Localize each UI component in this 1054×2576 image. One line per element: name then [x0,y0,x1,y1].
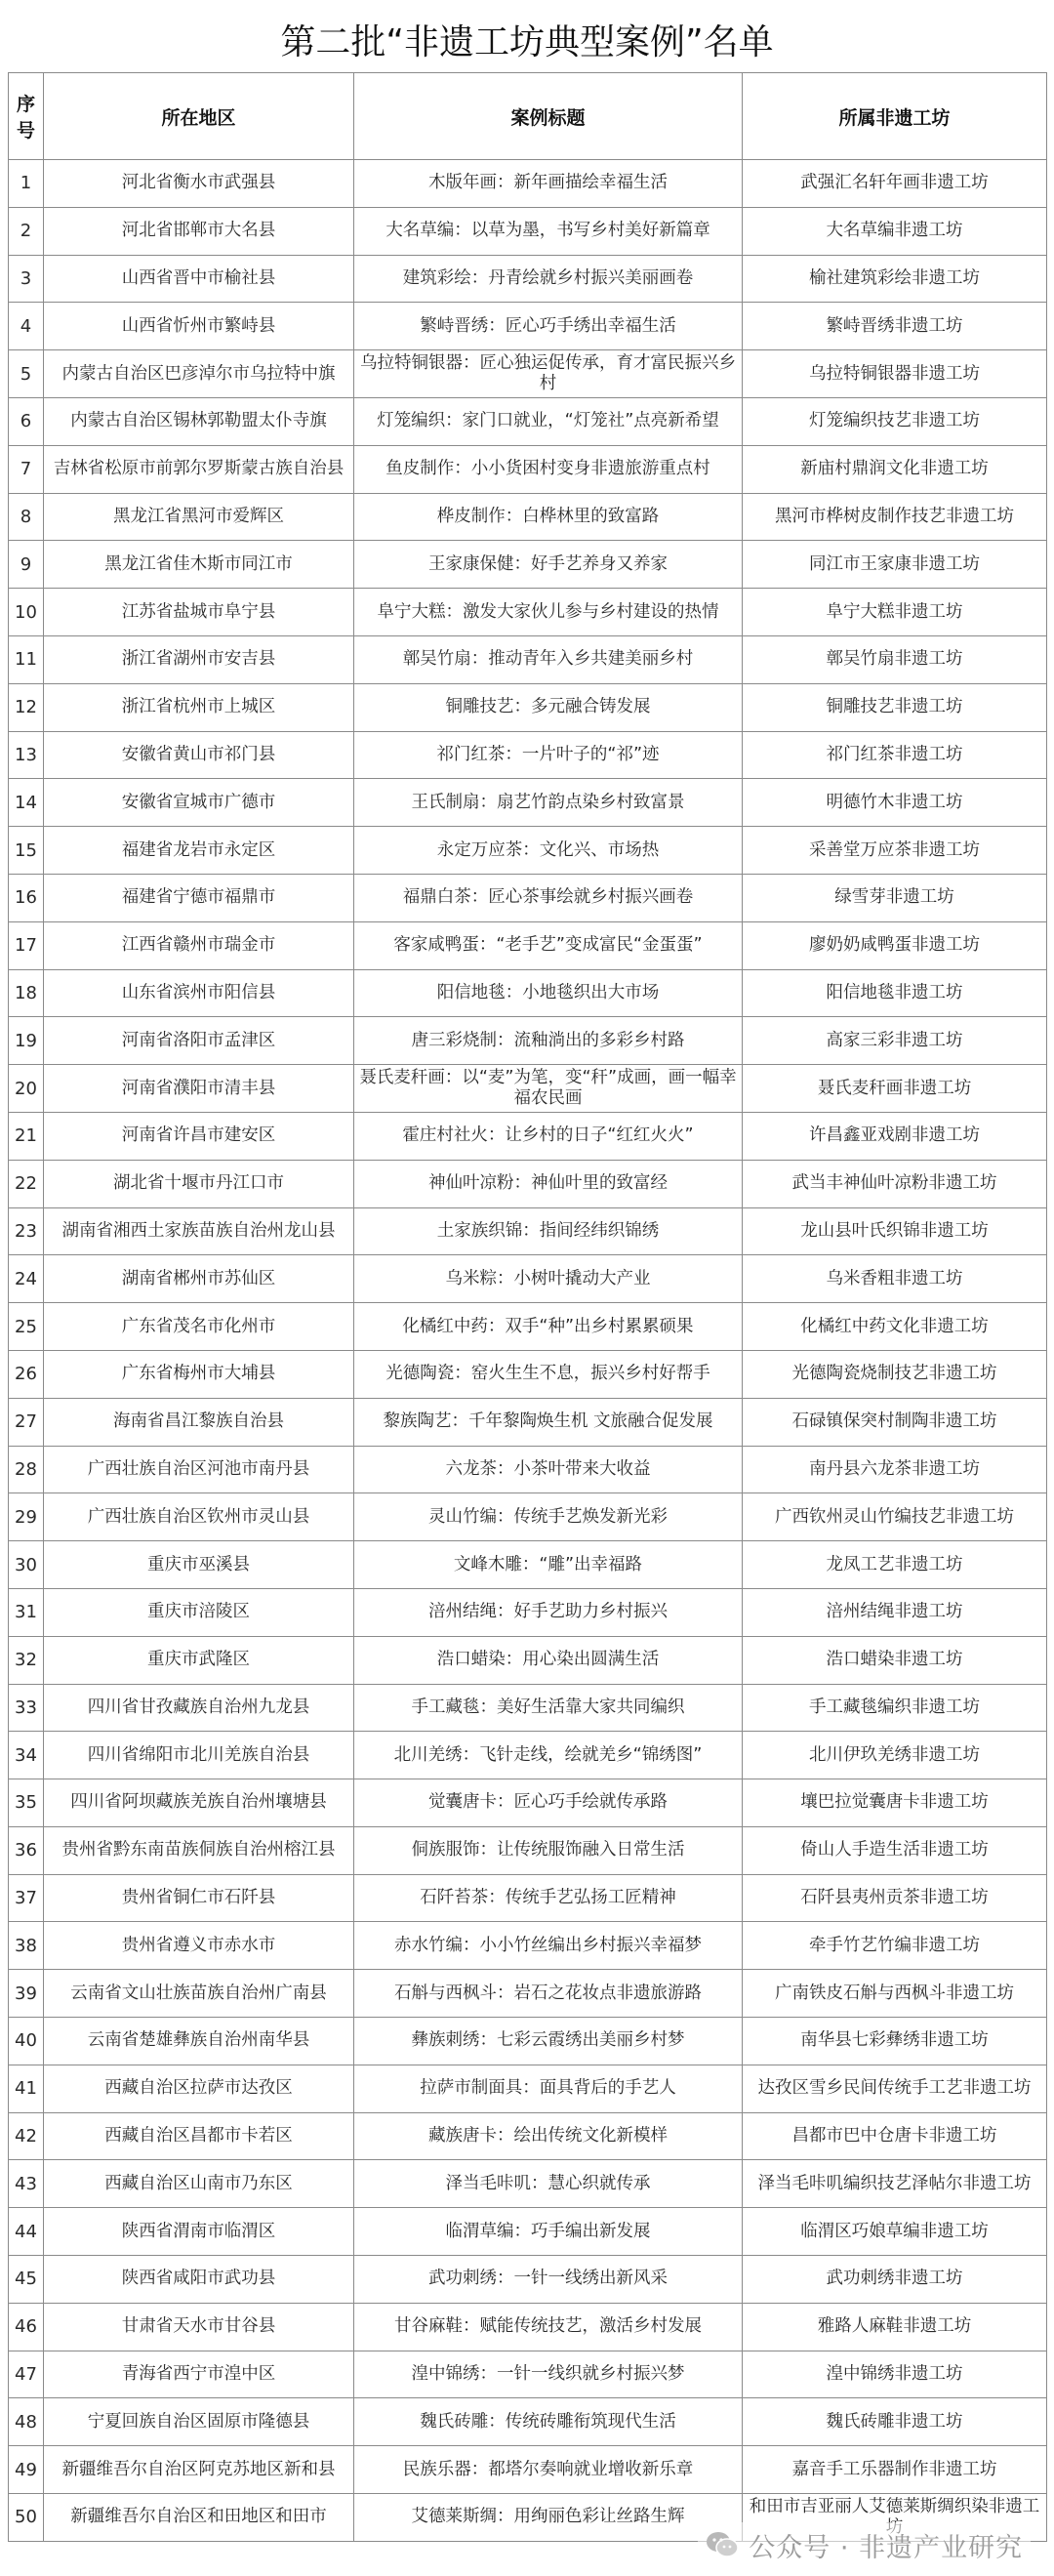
row-num: 37 [9,1874,44,1922]
row-workshop: 牵手竹艺竹编非遗工坊 [743,1922,1047,1970]
row-region: 安徽省宣城市广德市 [44,779,354,827]
row-region: 内蒙古自治区巴彦淖尔市乌拉特中旗 [44,350,354,398]
row-workshop: 雅路人麻鞋非遗工坊 [743,2303,1047,2351]
table-row [9,1779,1047,1827]
row-title: 侗族服饰：让传统服饰融入日常生活 [354,1826,743,1874]
row-title: 福鼎白茶：匠心茶事绘就乡村振兴画卷 [354,874,743,921]
table-row [9,2160,1047,2208]
table-row [9,874,1047,921]
watermark-text: 公众号 · 非遗产业研究 [749,2532,1023,2563]
table-row [9,2018,1047,2065]
row-title: 客家咸鸭蛋：“老手艺”变成富民“金蛋蛋” [354,921,743,969]
row-workshop: 聂氏麦秆画非遗工坊 [743,1065,1047,1113]
row-region: 黑龙江省黑河市爱辉区 [44,493,354,541]
table-body [9,160,1047,2542]
row-workshop: 乌米香粗非遗工坊 [743,1255,1047,1303]
row-num: 29 [9,1493,44,1541]
row-title: 阜宁大糕：激发大家伙儿参与乡村建设的热情 [354,589,743,636]
row-title: 彝族刺绣：七彩云霞绣出美丽乡村梦 [354,2018,743,2065]
table-row [9,1446,1047,1493]
table-row [9,445,1047,493]
header-title: 案例标题 [354,73,743,160]
row-region: 甘肃省天水市甘谷县 [44,2303,354,2351]
table-row [9,2208,1047,2256]
row-region: 重庆市巫溪县 [44,1541,354,1589]
row-title: 临渭草编：巧手编出新发展 [354,2208,743,2256]
row-num: 26 [9,1350,44,1398]
row-workshop: 乌拉特铜银器非遗工坊 [743,350,1047,398]
row-region: 贵州省黔东南苗族侗族自治州榕江县 [44,1826,354,1874]
table-row [9,2303,1047,2351]
row-workshop: 魏氏砖雕非遗工坊 [743,2398,1047,2446]
row-num: 32 [9,1636,44,1684]
table-row [9,1541,1047,1589]
row-region: 重庆市武隆区 [44,1636,354,1684]
row-region: 黑龙江省佳木斯市同江市 [44,541,354,589]
table-row [9,2256,1047,2304]
row-region: 湖北省十堰市丹江口市 [44,1160,354,1207]
table-row [9,1160,1047,1207]
row-region: 贵州省铜仁市石阡县 [44,1874,354,1922]
row-region: 陕西省渭南市临渭区 [44,2208,354,2256]
row-title: 王家康保健：好手艺养身又养家 [354,541,743,589]
row-num: 30 [9,1541,44,1589]
row-num: 13 [9,731,44,779]
row-title: 六龙茶：小茶叶带来大收益 [354,1446,743,1493]
row-workshop: 南华县七彩彝绣非遗工坊 [743,2018,1047,2065]
row-title: 聂氏麦秆画：以“麦”为笔，变“秆”成画，画一幅幸福农民画 [354,1065,743,1113]
row-workshop: 祁门红茶非遗工坊 [743,731,1047,779]
table-row [9,397,1047,445]
row-title: 手工藏毯：美好生活靠大家共同编织 [354,1684,743,1732]
row-region: 重庆市涪陵区 [44,1588,354,1636]
row-title: 觉囊唐卡：匠心巧手绘就传承路 [354,1779,743,1827]
row-num: 17 [9,921,44,969]
row-workshop: 龙山县叶氏织锦非遗工坊 [743,1207,1047,1255]
row-title: 灵山竹编：传统手艺焕发新光彩 [354,1493,743,1541]
row-region: 河北省邯郸市大名县 [44,207,354,255]
row-workshop: 新庙村鼎润文化非遗工坊 [743,445,1047,493]
row-region: 云南省楚雄彝族自治州南华县 [44,2018,354,2065]
row-region: 山西省忻州市繁峙县 [44,303,354,350]
row-title: 永定万应茶：文化兴、市场热 [354,827,743,875]
row-workshop: 灯笼编织技艺非遗工坊 [743,397,1047,445]
row-workshop: 和田市吉亚丽人艾德莱斯绸织染非遗工 [743,2494,1047,2542]
row-title: 北川羌绣：飞针走线，绘就羌乡“锦绣图” [354,1732,743,1779]
row-workshop: 铜雕技艺非遗工坊 [743,683,1047,731]
table-row [9,1112,1047,1160]
row-workshop: 阳信地毯非遗工坊 [743,969,1047,1017]
row-workshop: 高家三彩非遗工坊 [743,1017,1047,1065]
row-region: 河南省洛阳市孟津区 [44,1017,354,1065]
table-row [9,827,1047,875]
table-row [9,1732,1047,1779]
row-region: 福建省宁德市福鼎市 [44,874,354,921]
header-region: 所在地区 [44,73,354,160]
row-workshop: 鄣吴竹扇非遗工坊 [743,635,1047,683]
row-num: 42 [9,2112,44,2160]
row-num: 2 [9,207,44,255]
row-title: 拉萨市制面具：面具背后的手艺人 [354,2065,743,2112]
row-num: 15 [9,827,44,875]
row-workshop: 临渭区巧娘草编非遗工坊 [743,2208,1047,2256]
row-workshop: 广南铁皮石斛与西枫斗非遗工坊 [743,1970,1047,2018]
row-title: 乌拉特铜银器：匠心独运促传承，育才富民振兴乡村 [354,350,743,398]
row-workshop: 壤巴拉觉囊唐卡非遗工坊 [743,1779,1047,1827]
row-workshop: 武强汇名轩年画非遗工坊 [743,160,1047,208]
table-row [9,2398,1047,2446]
row-title: 木版年画：新年画描绘幸福生活 [354,160,743,208]
row-num: 1 [9,160,44,208]
row-title: 浩口蜡染：用心染出圆满生活 [354,1636,743,1684]
row-num: 27 [9,1398,44,1446]
row-region: 四川省甘孜藏族自治州九龙县 [44,1684,354,1732]
table-row [9,2351,1047,2398]
table-row [9,1493,1047,1541]
row-region: 陕西省咸阳市武功县 [44,2256,354,2304]
row-num: 34 [9,1732,44,1779]
row-title: 灯笼编织：家门口就业，“灯笼社”点亮新希望 [354,397,743,445]
row-title: 霍庄村社火：让乡村的日子“红红火火” [354,1112,743,1160]
row-workshop: 阜宁大糕非遗工坊 [743,589,1047,636]
row-workshop: 武当丰神仙叶凉粉非遗工坊 [743,1160,1047,1207]
row-title: 鄣吴竹扇：推动青年入乡共建美丽乡村 [354,635,743,683]
row-title: 王氏制扇：扇艺竹韵点染乡村致富景 [354,779,743,827]
row-workshop: 廖奶奶咸鸭蛋非遗工坊 [743,921,1047,969]
row-num: 3 [9,255,44,303]
row-workshop: 明德竹木非遗工坊 [743,779,1047,827]
row-title: 艾德莱斯绸：用绚丽色彩让丝路生辉 [354,2494,743,2542]
row-workshop: 涪州结绳非遗工坊 [743,1588,1047,1636]
table-row [9,2446,1047,2494]
row-title: 神仙叶凉粉：神仙叶里的致富经 [354,1160,743,1207]
row-num: 9 [9,541,44,589]
row-num: 7 [9,445,44,493]
row-num: 43 [9,2160,44,2208]
row-region: 新疆维吾尔自治区和田地区和田市 [44,2494,354,2542]
row-title: 鱼皮制作：小小货困村变身非遗旅游重点村 [354,445,743,493]
table-row [9,1588,1047,1636]
row-workshop: 北川伊玖羌绣非遗工坊 [743,1732,1047,1779]
row-workshop: 武功刺绣非遗工坊 [743,2256,1047,2304]
row-num: 21 [9,1112,44,1160]
table-row [9,1017,1047,1065]
row-title: 乌米粽：小树叶撬动大产业 [354,1255,743,1303]
row-region: 海南省昌江黎族自治县 [44,1398,354,1446]
row-num: 5 [9,350,44,398]
row-title: 建筑彩绘：丹青绘就乡村振兴美丽画卷 [354,255,743,303]
row-workshop: 嘉音手工乐器制作非遗工坊 [743,2446,1047,2494]
row-num: 14 [9,779,44,827]
row-title: 湟中锦绣：一针一线织就乡村振兴梦 [354,2351,743,2398]
row-num: 10 [9,589,44,636]
table-row [9,207,1047,255]
row-region: 浙江省湖州市安吉县 [44,635,354,683]
row-region: 四川省阿坝藏族羌族自治州壤塘县 [44,1779,354,1827]
row-region: 广西壮族自治区河池市南丹县 [44,1446,354,1493]
table-row [9,779,1047,827]
row-workshop: 化橘红中药文化非遗工坊 [743,1303,1047,1351]
row-num: 20 [9,1065,44,1113]
row-region: 福建省龙岩市永定区 [44,827,354,875]
row-num: 8 [9,493,44,541]
row-workshop: 大名草编非遗工坊 [743,207,1047,255]
table-row [9,969,1047,1017]
row-title: 大名草编：以草为墨，书写乡村美好新篇章 [354,207,743,255]
row-num: 50 [9,2494,44,2542]
row-region: 云南省文山壮族苗族自治州广南县 [44,1970,354,2018]
row-region: 西藏自治区昌都市卡若区 [44,2112,354,2160]
row-workshop: 繁峙晋绣非遗工坊 [743,303,1047,350]
row-title: 石斛与西枫斗：岩石之花妆点非遗旅游路 [354,1970,743,2018]
row-num: 22 [9,1160,44,1207]
row-region: 广东省茂名市化州市 [44,1303,354,1351]
row-num: 25 [9,1303,44,1351]
row-num: 45 [9,2256,44,2304]
row-title: 光德陶瓷：窑火生生不息，振兴乡村好帮手 [354,1350,743,1398]
row-num: 40 [9,2018,44,2065]
row-workshop: 同江市王家康非遗工坊 [743,541,1047,589]
row-workshop: 湟中锦绣非遗工坊 [743,2351,1047,2398]
row-title: 甘谷麻鞋：赋能传统技艺，激活乡村发展 [354,2303,743,2351]
row-region: 新疆维吾尔自治区阿克苏地区新和县 [44,2446,354,2494]
table-row [9,1684,1047,1732]
row-num: 6 [9,397,44,445]
row-region: 四川省绵阳市北川羌族自治县 [44,1732,354,1779]
row-workshop: 昌都市巴中仓唐卡非遗工坊 [743,2112,1047,2160]
row-region: 西藏自治区山南市乃东区 [44,2160,354,2208]
row-title: 魏氏砖雕：传统砖雕衔筑现代生活 [354,2398,743,2446]
row-title: 黎族陶艺：千年黎陶焕生机 文旅融合促发展 [354,1398,743,1446]
row-workshop: 广西钦州灵山竹编技艺非遗工坊 [743,1493,1047,1541]
row-region: 湖南省郴州市苏仙区 [44,1255,354,1303]
row-num: 39 [9,1970,44,2018]
row-region: 河南省许昌市建安区 [44,1112,354,1160]
table-row [9,1636,1047,1684]
header-workshop: 所属非遗工坊 [743,73,1047,160]
row-region: 西藏自治区拉萨市达孜区 [44,2065,354,2112]
row-region: 山西省晋中市榆社县 [44,255,354,303]
row-workshop: 倚山人手造生活非遗工坊 [743,1826,1047,1874]
row-region: 吉林省松原市前郭尔罗斯蒙古族自治县 [44,445,354,493]
header-num: 序号 [9,73,44,160]
row-region: 贵州省遵义市赤水市 [44,1922,354,1970]
table-row [9,635,1047,683]
table-row [9,1970,1047,2018]
table-header-row [9,73,1047,160]
row-num: 24 [9,1255,44,1303]
row-num: 12 [9,683,44,731]
row-region: 安徽省黄山市祁门县 [44,731,354,779]
row-region: 内蒙古自治区锡林郭勒盟太仆寺旗 [44,397,354,445]
row-title: 武功刺绣：一针一线绣出新风采 [354,2256,743,2304]
row-workshop: 手工藏毯编织非遗工坊 [743,1684,1047,1732]
table-row [9,1255,1047,1303]
row-num: 47 [9,2351,44,2398]
table-row [9,541,1047,589]
row-workshop: 达孜区雪乡民间传统手工艺非遗工坊 [743,2065,1047,2112]
row-workshop: 黑河市桦树皮制作技艺非遗工坊 [743,493,1047,541]
row-title: 铜雕技艺：多元融合铸发展 [354,683,743,731]
row-num: 28 [9,1446,44,1493]
row-title: 石阡苔茶：传统手艺弘扬工匠精神 [354,1874,743,1922]
table-row [9,1922,1047,1970]
row-title: 赤水竹编：小小竹丝编出乡村振兴幸福梦 [354,1922,743,1970]
row-num: 16 [9,874,44,921]
row-title: 阳信地毯：小地毯织出大市场 [354,969,743,1017]
row-num: 11 [9,635,44,683]
row-region: 江西省赣州市瑞金市 [44,921,354,969]
table-row [9,683,1047,731]
table-row [9,2065,1047,2112]
row-num: 23 [9,1207,44,1255]
row-title: 祁门红茶：一片叶子的“祁”迹 [354,731,743,779]
row-title: 民族乐器：都塔尔奏响就业增收新乐章 [354,2446,743,2494]
row-title: 化橘红中药：双手“种”出乡村累累硕果 [354,1303,743,1351]
wechat-watermark [698,2522,1031,2567]
row-title: 唐三彩烧制：流釉淌出的多彩乡村路 [354,1017,743,1065]
table-row [9,160,1047,208]
row-region: 江苏省盐城市阜宁县 [44,589,354,636]
row-workshop: 石阡县夷州贡茶非遗工坊 [743,1874,1047,1922]
row-workshop: 浩口蜡染非遗工坊 [743,1636,1047,1684]
row-num: 46 [9,2303,44,2351]
row-num: 33 [9,1684,44,1732]
table-row [9,921,1047,969]
row-num: 35 [9,1779,44,1827]
page-title: 第二批“非遗工坊典型案例”名单 [280,22,774,62]
table-row [9,255,1047,303]
row-workshop: 泽当毛咔叽编织技艺泽帖尔非遗工坊 [743,2160,1047,2208]
row-title: 土家族织锦：指间经纬织锦绣 [354,1207,743,1255]
row-region: 广西壮族自治区钦州市灵山县 [44,1493,354,1541]
row-region: 河北省衡水市武强县 [44,160,354,208]
row-title: 涪州结绳：好手艺助力乡村振兴 [354,1588,743,1636]
row-num: 31 [9,1588,44,1636]
row-workshop: 绿雪芽非遗工坊 [743,874,1047,921]
row-num: 48 [9,2398,44,2446]
row-workshop: 许昌鑫亚戏剧非遗工坊 [743,1112,1047,1160]
row-title: 泽当毛咔叽：慧心织就传承 [354,2160,743,2208]
table-row [9,1350,1047,1398]
row-num: 18 [9,969,44,1017]
row-workshop: 龙凤工艺非遗工坊 [743,1541,1047,1589]
row-num: 36 [9,1826,44,1874]
row-region: 青海省西宁市湟中区 [44,2351,354,2398]
wechat-icon [706,2530,739,2559]
table-row [9,2112,1047,2160]
table-row [9,731,1047,779]
row-region: 广东省梅州市大埔县 [44,1350,354,1398]
table-row [9,350,1047,398]
table-row [9,1874,1047,1922]
row-workshop: 南丹县六龙茶非遗工坊 [743,1446,1047,1493]
row-title: 藏族唐卡：绘出传统文化新模样 [354,2112,743,2160]
row-region: 湖南省湘西土家族苗族自治州龙山县 [44,1207,354,1255]
table-row [9,1303,1047,1351]
table-row [9,1398,1047,1446]
table-row [9,589,1047,636]
row-num: 49 [9,2446,44,2494]
row-region: 宁夏回族自治区固原市隆德县 [44,2398,354,2446]
table-row [9,1826,1047,1874]
row-region: 浙江省杭州市上城区 [44,683,354,731]
row-title: 繁峙晋绣：匠心巧手绣出幸福生活 [354,303,743,350]
row-num: 19 [9,1017,44,1065]
table-row [9,1207,1047,1255]
row-num: 41 [9,2065,44,2112]
row-region: 河南省濮阳市清丰县 [44,1065,354,1113]
row-title: 桦皮制作：白桦林里的致富路 [354,493,743,541]
row-workshop: 石碌镇保突村制陶非遗工坊 [743,1398,1047,1446]
row-workshop: 榆社建筑彩绘非遗工坊 [743,255,1047,303]
case-table [8,72,1047,2542]
table-row [9,493,1047,541]
row-workshop: 采善堂万应茶非遗工坊 [743,827,1047,875]
row-region: 山东省滨州市阳信县 [44,969,354,1017]
row-title: 文峰木雕：“雕”出幸福路 [354,1541,743,1589]
table-row [9,1065,1047,1113]
table-row [9,303,1047,350]
row-num: 4 [9,303,44,350]
row-num: 44 [9,2208,44,2256]
row-workshop: 光德陶瓷烧制技艺非遗工坊 [743,1350,1047,1398]
row-num: 38 [9,1922,44,1970]
